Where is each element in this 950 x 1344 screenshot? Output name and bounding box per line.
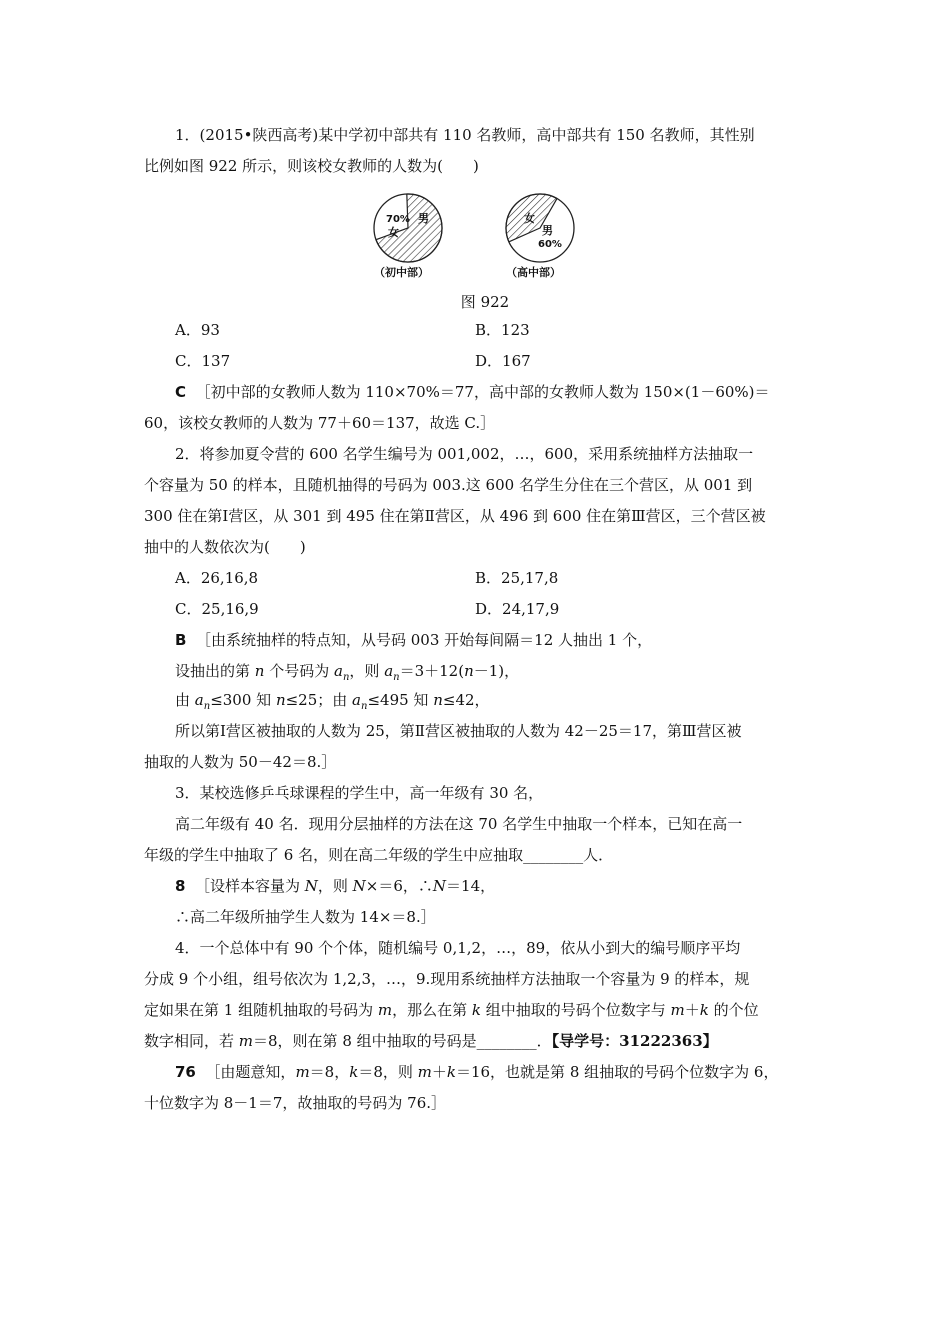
q4-a1-m: m: [295, 1063, 310, 1081]
q1-answer-text1: ［初中部的女教师人数为 110×70%＝77，高中部的女教师人数为 150×(1－60%)＝: [195, 383, 770, 401]
q1-answer-line1: [175, 382, 770, 402]
q2-ans2-an: a: [334, 662, 343, 680]
q4-a1-b: ＝8，: [309, 1063, 350, 1081]
q2-ans2-b: 个号码为: [264, 662, 334, 680]
q4-a1-c: ＝8，则: [358, 1063, 418, 1081]
q4-answer-line2: 十位数字为 8－1＝7，故抽取的号码为 76.］: [144, 1094, 447, 1112]
q2-ans3-b: ≤300 知: [210, 691, 276, 709]
q3-ans1-N3: N: [432, 877, 447, 895]
q4-l4-m: m: [238, 1032, 254, 1050]
q3-answer-letter: 8: [175, 877, 186, 895]
q4-stem-line1: 4．一个总体中有 90 个个体，随机编号 0,1,2，…，89，依从小到大的编号顺序平均: [175, 939, 741, 957]
q3-stem-line2: 高二年级有 40 名．现用分层抽样的方法在这 70 名学生中抽取一个样本，已知在高一: [175, 815, 743, 833]
q2-answer-line4: 所以第Ⅰ营区被抽取的人数为 25，第Ⅱ营区被抽取的人数为 42－25＝17，第Ⅲ营区被: [175, 722, 742, 740]
q1-stem-line1: 1．(2015•陕西高考)某中学初中部共有 110 名教师，高中部共有 150 名教师，其性别: [175, 126, 755, 144]
q2-answer-line1: [175, 630, 652, 650]
q2-answer-letter: B: [175, 631, 187, 649]
q2-ans3-e: ≤42，: [442, 691, 490, 709]
q4-l3-c: 组中抽取的号码个位数字与: [480, 1001, 671, 1019]
q1-answer-letter: C: [175, 383, 187, 401]
pie-junior-female-pct: 70%: [386, 214, 410, 225]
q3-ans1-N: N: [304, 877, 318, 895]
q1-option-c: C．137: [175, 352, 231, 370]
q2-ans3-a: 由: [175, 691, 195, 709]
q4-a1-a: ［由题意知，: [205, 1063, 296, 1081]
q2-ans3-an: a: [194, 691, 204, 709]
q4-stem-line3: [144, 1000, 759, 1020]
q2-ans3-sub2: n: [361, 701, 368, 712]
q2-ans3-d: ≤495 知: [367, 691, 434, 709]
q4-stem-line4: [144, 1031, 718, 1051]
q4-a1-d: ＋: [431, 1063, 447, 1081]
q3-ans1-c: ×＝6，∴: [365, 877, 433, 895]
pie-senior-female-label: 女: [524, 212, 535, 225]
q2-stem-line3: 300 住在第Ⅰ营区，从 301 到 495 住在第Ⅱ营区，从 496 到 600 住在第Ⅲ营区，三个营区被: [144, 507, 766, 525]
q2-option-b: B．25,17,8: [475, 569, 559, 587]
pie-junior-caption: （初中部）: [374, 266, 429, 279]
q2-ans2-sub2: n: [393, 672, 400, 683]
q4-a1-m2: m: [417, 1063, 432, 1081]
q1-stem-line2: 比例如图 922 所示，则该校女教师的人数为( ): [144, 157, 479, 175]
q3-ans1-d: ＝14，: [446, 877, 496, 895]
pie-junior-female-label: 女: [388, 226, 399, 239]
q4-l4-b: ＝8，则在第 8 组中抽取的号码是________．: [253, 1032, 552, 1050]
q4-a1-e: ＝16，也就是第 8 组抽取的号码个位数字为 6，: [455, 1063, 779, 1081]
q2-answer-line5: 抽取的人数为 50－42＝8.］: [144, 753, 337, 771]
q1-option-b: B．123: [475, 321, 530, 339]
q4-a1-k: k: [349, 1063, 359, 1081]
q2-answer-line3: [175, 690, 490, 717]
q4-l3-m2: m: [670, 1001, 685, 1019]
q4-answer-line1: [175, 1062, 778, 1082]
q4-a1-k2: k: [446, 1063, 456, 1081]
q2-ans2-an2: a: [384, 662, 394, 680]
q3-answer-line1: [175, 876, 495, 896]
q4-l3-d: ＋: [684, 1001, 700, 1019]
q2-ans3-n: n: [275, 691, 286, 709]
figure-caption: 图 922: [460, 293, 510, 311]
q4-stem-line2: 分成 9 个小组，组号依次为 1,2,3，…，9.现用系统抽样方法抽取一个容量为 9 的样本，规: [144, 970, 750, 988]
q2-answer-text1: ［由系统抽样的特点知，从号码 003 开始每间隔＝12 人抽出 1 个，: [195, 631, 653, 649]
pie-senior-caption: （高中部）: [506, 266, 561, 279]
q3-stem-line3: 年级的学生中抽取了 6 名，则在高二年级的学生中应抽取________人．: [144, 846, 614, 864]
q1-option-a: A．93: [175, 321, 220, 339]
q2-ans2-c: ，则: [349, 662, 385, 680]
q2-ans3-an2: a: [352, 691, 361, 709]
q3-stem-line1: 3．某校选修乒乓球课程的学生中，高一年级有 30 名，: [175, 784, 544, 802]
q4-l3-m: m: [377, 1001, 393, 1019]
q2-option-a: A．26,16,8: [175, 569, 259, 587]
q2-ans2-sub: n: [342, 672, 350, 683]
q2-option-c: C．25,16,9: [175, 600, 259, 618]
q3-answer-line2: ∴高二年级所抽学生人数为 14×＝8.］: [175, 908, 436, 926]
q1-answer-line2: 60，该校女教师的人数为 77＋60＝137，故选 C.］: [144, 414, 496, 432]
q2-option-d: D．24,17,9: [475, 600, 560, 618]
q3-ans1-b: ，则: [317, 877, 353, 895]
q4-l3-e: 的个位: [708, 1001, 759, 1019]
q2-answer-line2: [175, 661, 519, 688]
q4-l3-a: 定如果在第 1 组随机抽取的号码为: [144, 1001, 378, 1019]
q2-ans3-c: ≤25；由: [285, 691, 353, 709]
q3-ans1-a: ［设样本容量为: [194, 877, 305, 895]
q2-stem-line4: 抽中的人数依次为( ): [144, 538, 306, 556]
pie-chart-senior: [506, 194, 574, 262]
q4-l3-k: k: [471, 1001, 481, 1019]
q2-ans2-n2: n: [464, 662, 474, 680]
pie-figure: [368, 190, 583, 290]
q2-ans3-sub: n: [203, 701, 211, 712]
q4-l3-b: ，那么在第: [392, 1001, 472, 1019]
q2-stem-line1: 2．将参加夏令营的 600 名学生编号为 001,002，…，600，采用系统抽样方法抽取一: [175, 445, 754, 463]
q4-guide-tag: 【导学号：31222363】: [551, 1032, 718, 1050]
pie-senior-male-pct: 60%: [538, 239, 562, 250]
q2-ans2-e: －1)，: [473, 662, 520, 680]
pie-chart-junior: [374, 194, 442, 262]
pie-junior-male-label: 男: [418, 212, 429, 225]
q2-ans2-d: ＝3＋12(: [399, 662, 465, 680]
q4-answer-letter: 76: [175, 1063, 196, 1081]
q4-l4-a: 数字相同，若: [144, 1032, 239, 1050]
pie-senior-male-label: 男: [542, 224, 553, 237]
q3-ans1-N2: N: [352, 877, 366, 895]
q2-stem-line2: 个容量为 50 的样本，且随机抽得的号码为 003.这 600 名学生分住在三个营区，从 001 到: [144, 476, 753, 494]
q2-ans2-n: n: [254, 662, 265, 680]
q4-l3-k2: k: [699, 1001, 709, 1019]
q2-ans2-a: 设抽出的第: [175, 662, 255, 680]
q2-ans3-n2: n: [433, 691, 443, 709]
q1-option-d: D．167: [475, 352, 531, 370]
